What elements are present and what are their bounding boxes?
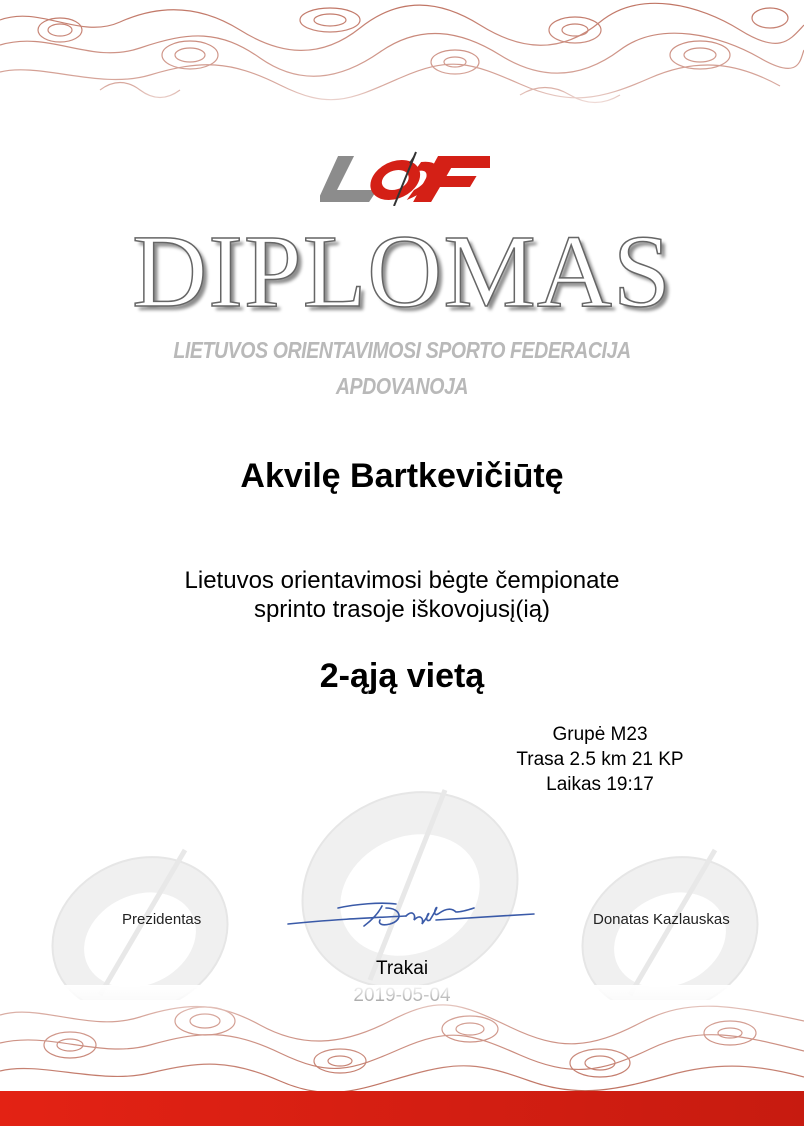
losf-logo <box>320 150 490 206</box>
achievement-line-2: sprinto trasoje iškovojusį(ią) <box>253 596 551 623</box>
placement: 2-ąją vietą <box>319 657 485 695</box>
topographic-border-bottom <box>0 985 804 1091</box>
time-label: Laikas 19:17 <box>546 774 654 795</box>
signer-name: Donatas Kazlauskas <box>593 911 730 928</box>
course-label: Trasa 2.5 km 21 KP <box>516 749 684 770</box>
signer-role: Prezidentas <box>122 911 202 928</box>
topographic-border-top <box>0 0 804 115</box>
event-location: Trakai <box>375 958 429 979</box>
recipient-name: Akvilę Bartkevičiūtę <box>240 457 564 495</box>
diploma-title: DIPLOMAS <box>132 214 672 329</box>
group-label: Grupė M23 <box>552 724 648 745</box>
handwritten-signature <box>286 890 536 940</box>
awards-caption: APDOVANOJA <box>335 373 469 399</box>
result-details <box>480 722 720 797</box>
footer-red-band <box>0 1091 804 1126</box>
federation-name: LIETUVOS ORIENTAVIMOSI SPORTO FEDERACIJA <box>173 337 631 363</box>
achievement-line-1: Lietuvos orientavimosi bėgte čempionate <box>184 567 620 594</box>
